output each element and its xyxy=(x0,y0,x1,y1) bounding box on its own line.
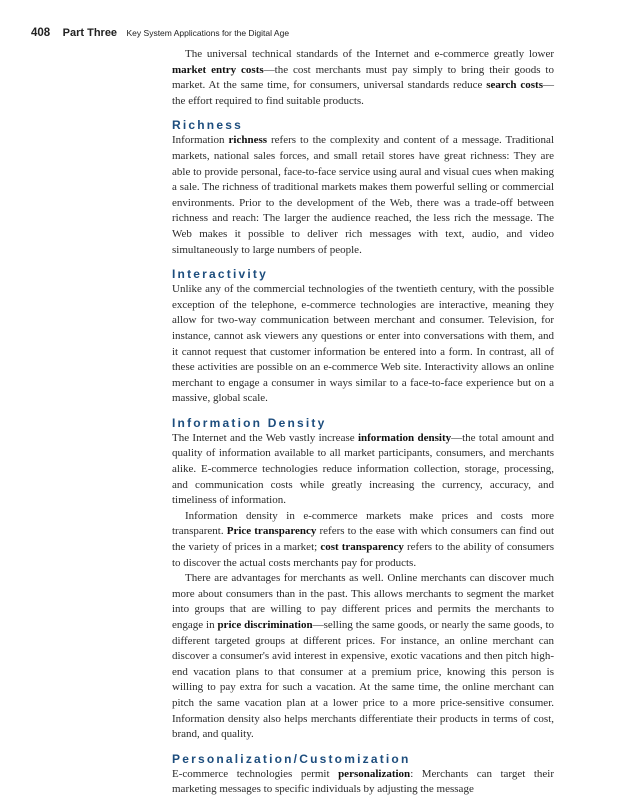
key-term: market entry costs xyxy=(172,63,264,76)
text-run: —the cost merchants must pay simply to bring their goods to market. At the same time, for consumers, universal standards reduce xyxy=(172,63,554,92)
body-text xyxy=(172,47,554,798)
paragraph xyxy=(172,767,554,798)
section-heading: Interactivity xyxy=(172,267,268,282)
text-run: Information density in e-commerce markets make prices and costs more transparent. xyxy=(172,509,554,538)
text-run: The Internet and the Web vastly increase xyxy=(172,431,358,444)
paragraph xyxy=(172,571,554,743)
text-run: : Merchants can target their marketing messages to specific individuals by adjusting the message xyxy=(172,767,555,796)
key-term: Price transparency xyxy=(226,525,317,538)
text-run: refers to the ease with which consumers can find out the variety of prices in a market; xyxy=(172,525,554,554)
key-term: richness xyxy=(228,134,268,147)
section-heading: Personalization/Customization xyxy=(172,751,411,766)
text-run: E-commerce technologies permit xyxy=(172,767,339,780)
text-run: refers to the ability of consumers to discover the actual costs merchants pay for products. xyxy=(172,541,554,569)
key-term: information density xyxy=(357,431,452,444)
text-run: Unlike any of the commercial technologies of the twentieth century, with the possible exception of the telephone, e-commerce technologies are interactive, meaning they allow for two-way communication between merchant and consumer. Television, for instance, cannot ask viewers any questions or enter into conversations with them, and it cannot request that customer information be entered into a form. In contrast, all of these activities are possible on an e-commerce Web site. Interactivity allows an online merchant to engage a consumer in ways similar to a face-to-face experience but on a massive, global scale. xyxy=(172,283,554,405)
text-run: refers to the complexity and content of a message. Traditional markets, national sales forces, and small retail stores have great richness: They are able to provide personal, face-to-face service using aural and visual cues when making a sale. The richness of traditional markets makes them powerful selling or commercial environments. Prior to the development of the Web, there was a trade-off between richness and reach: The larger the audience reached, the less rich the message. The Web makes it possible to deliver rich messages with text, audio, and video simultaneously to large numbers of people. xyxy=(172,134,554,256)
paragraph xyxy=(172,282,554,407)
text-run: —the effort required to find suitable products. xyxy=(172,79,554,107)
text-run: The universal technical standards of the Internet and e-commerce greatly lower xyxy=(185,48,554,60)
key-term: search costs xyxy=(486,79,543,92)
key-term: price discrimination xyxy=(217,619,313,631)
text-run: There are advantages for merchants as well. Online merchants can discover much more about consumers than in the past. This allows merchants to segment the market into groups that are willing to pay different prices and permits the merchants to engage in xyxy=(172,572,554,631)
key-term: personalization xyxy=(338,767,411,780)
paragraph xyxy=(172,47,554,109)
text-run: —the total amount and quality of information available to all market participants, consumers, and merchants alike. E-commerce technologies reduce information collection, storage, processing, and communication costs while greatly increasing the currency, accuracy, and timeliness of information. xyxy=(172,431,554,507)
key-term: cost transparency xyxy=(320,541,404,554)
text-run: Information xyxy=(172,134,229,147)
section-heading: Information Density xyxy=(172,415,327,430)
paragraph xyxy=(172,509,554,571)
page-number: 408 xyxy=(31,27,51,39)
part-subtitle: Key System Applications for the Digital Age xyxy=(126,28,290,38)
paragraph xyxy=(172,133,554,258)
text-run: —selling the same goods, or nearly the same goods, to different targeted groups at different prices. For instance, an online merchant can discover a consumer's avid interest in expensive, exotic vacations and then pitch high-end vacation plans to that consumer at a premium price, knowing this person is willing to pay extra for such a vacation. At the same time, the online merchant can pitch the same vacation plan at a lower price to a more price-sensitive consumer. Information density also helps merchants differentiate their products in terms of cost, brand, and quality. xyxy=(172,619,555,741)
section-heading: Richness xyxy=(172,118,243,133)
running-header xyxy=(31,23,289,41)
paragraph xyxy=(172,431,554,509)
part-label: Part Three xyxy=(62,27,118,39)
